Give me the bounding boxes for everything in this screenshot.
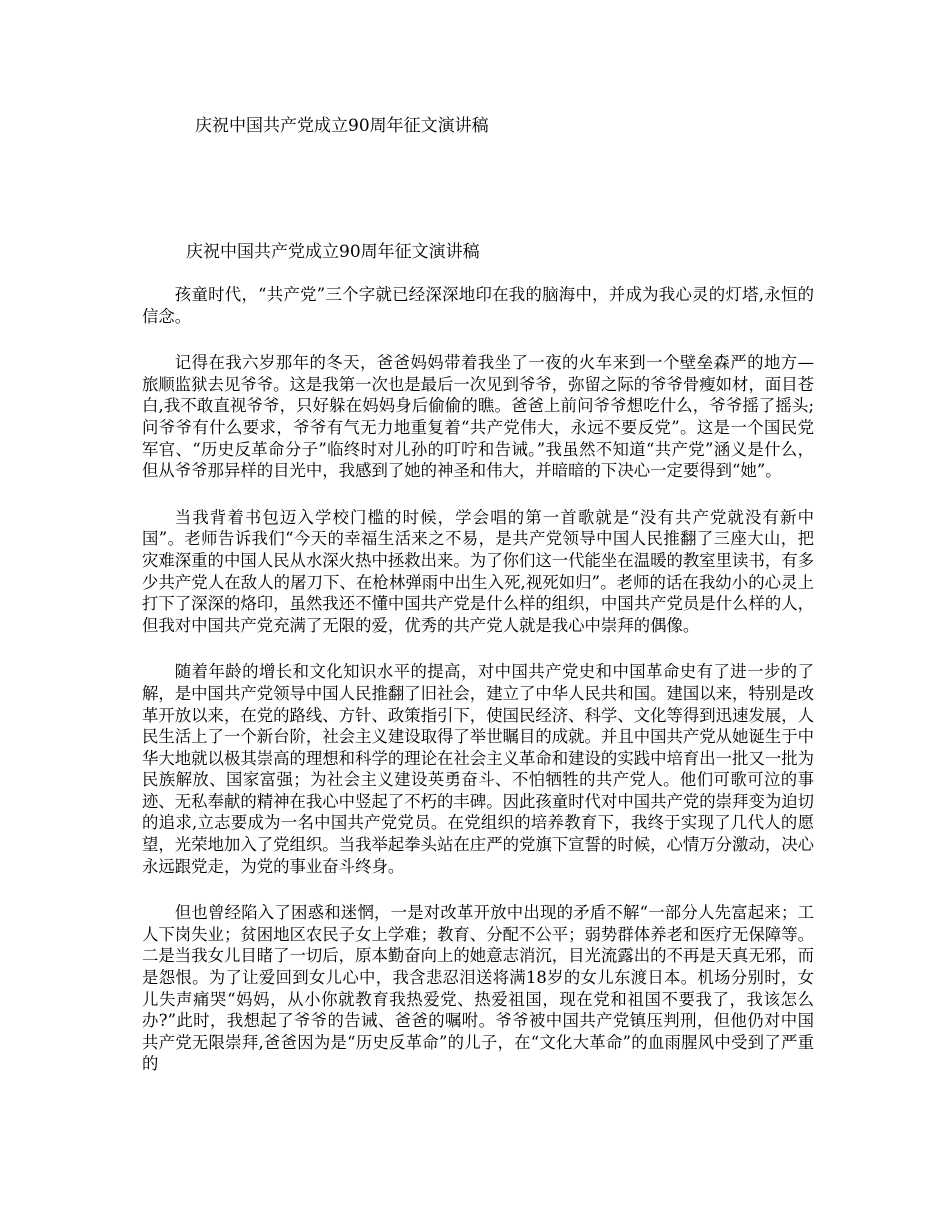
paragraph: 孩童时代，“共产党”三个字就已经深深地印在我的脑海中，并成为我心灵的灯塔,永恒的信念。 [142,285,814,326]
paragraph: 随着年龄的增长和文化知识水平的提高，对中国共产党史和中国革命史有了进一步的了解，是中国共产党领导中国人民推翻了旧社会，建立了中华人民共和国。建国以来，特别是改革开放以来，在党的路线、方针、政策指引下，使国民经济、科学、文化等得到迅速发展，人民生活上了一个新台阶，社会主义建设取得了举世瞩目的成就。并且中国共产党从她诞生于中华大地就以极其崇高的理想和科学的理论在社会主义革命和建设的实践中培育出一批又一批为民族解放、国家富强；为社会主义建设英勇奋斗、不怕牺牲的共产党人。他们可歌可泣的事迹、无私奉献的精神在我心中竖起了不朽的丰碑。因此孩童时代对中国共产党的崇拜变为迫切的追求,立志要成为一名中国共产党党员。在党组织的培养教育下，我终于实现了几代人的愿望，光荣地加入了党组织。当我举起拳头站在庄严的党旗下宣誓的时候，心情万分激动，决心永远跟党走，为党的事业奋斗终身。 [142,662,815,876]
paragraph: 但也曾经陷入了困惑和迷惘，一是对改革开放中出现的矛盾不解“一部分人先富起来；工人下岗失业；贫困地区农民子女上学难；教育、分配不公平；弱势群体养老和医疗无保障等。二是当我女儿目睹了一切后，原本勤奋向上的她意志消沉，目光流露出的不再是天真无邪，而是怨恨。为了让爱回到女儿心中，我含悲忍泪送将满18岁的女儿东渡日本。机场分别时，女儿失声痛哭“妈妈，从小你就教育我热爱党、热爱祖国，现在党和祖国不要我了，我该怎么办?”此时，我想起了爷爷的告诫、爸爸的嘱咐。爷爷被中国共产党镇压判刑，但他仍对中国共产党无限崇拜,爸爸因为是“历史反革命”的儿子，在“文化大革命”的血雨腥风中受到了严重的 [142,903,815,1074]
paragraph: 记得在我六岁那年的冬天，爸爸妈妈带着我坐了一夜的火车来到一个壁垒森严的地方—旅顺监狱去见爷爷。这是我第一次也是最后一次见到爷爷，弥留之际的爷爷骨瘦如材，面目苍白,我不敢直视爷爷，只好躲在妈妈身后偷偷的瞧。爸爸上前问爷爷想吃什么，爷爷摇了摇头;问爷爷有什么要求，爷爷有气无力地重复着“共产党伟大，永远不要反党”。这是一个国民党军官、“历史反革命分子”临终时对儿孙的叮咛和告诫。”我虽然不知道“共产党”涵义是什么，但从爷爷那异样的目光中，我感到了她的神圣和伟大，并暗暗的下决心一定要得到“她”。 [142,353,815,481]
header-title: 庆祝中国共产党成立90周年征文演讲稿 [195,116,489,136]
document-title: 庆祝中国共产党成立90周年征文演讲稿 [186,242,480,262]
body-text [142,284,814,1100]
paragraph: 当我背着书包迈入学校门槛的时候，学会唱的第一首歌就是“没有共产党就没有新中国”。老师告诉我们“今天的幸福生活来之不易，是共产党领导中国人民推翻了三座大山，把灾难深重的中国人民从水深火热中拯救出来。为了你们这一代能坐在温暖的教室里读书，有多少共产党人在敌人的屠刀下、在枪林弹雨中出生入死,视死如归”。老师的话在我幼小的心灵上打下了深深的烙印，虽然我还不懂中国共产党是什么样的组织，中国共产党员是什么样的人，但我对中国共产党充满了无限的爱，优秀的共产党人就是我心中崇拜的偶像。 [142,507,815,635]
